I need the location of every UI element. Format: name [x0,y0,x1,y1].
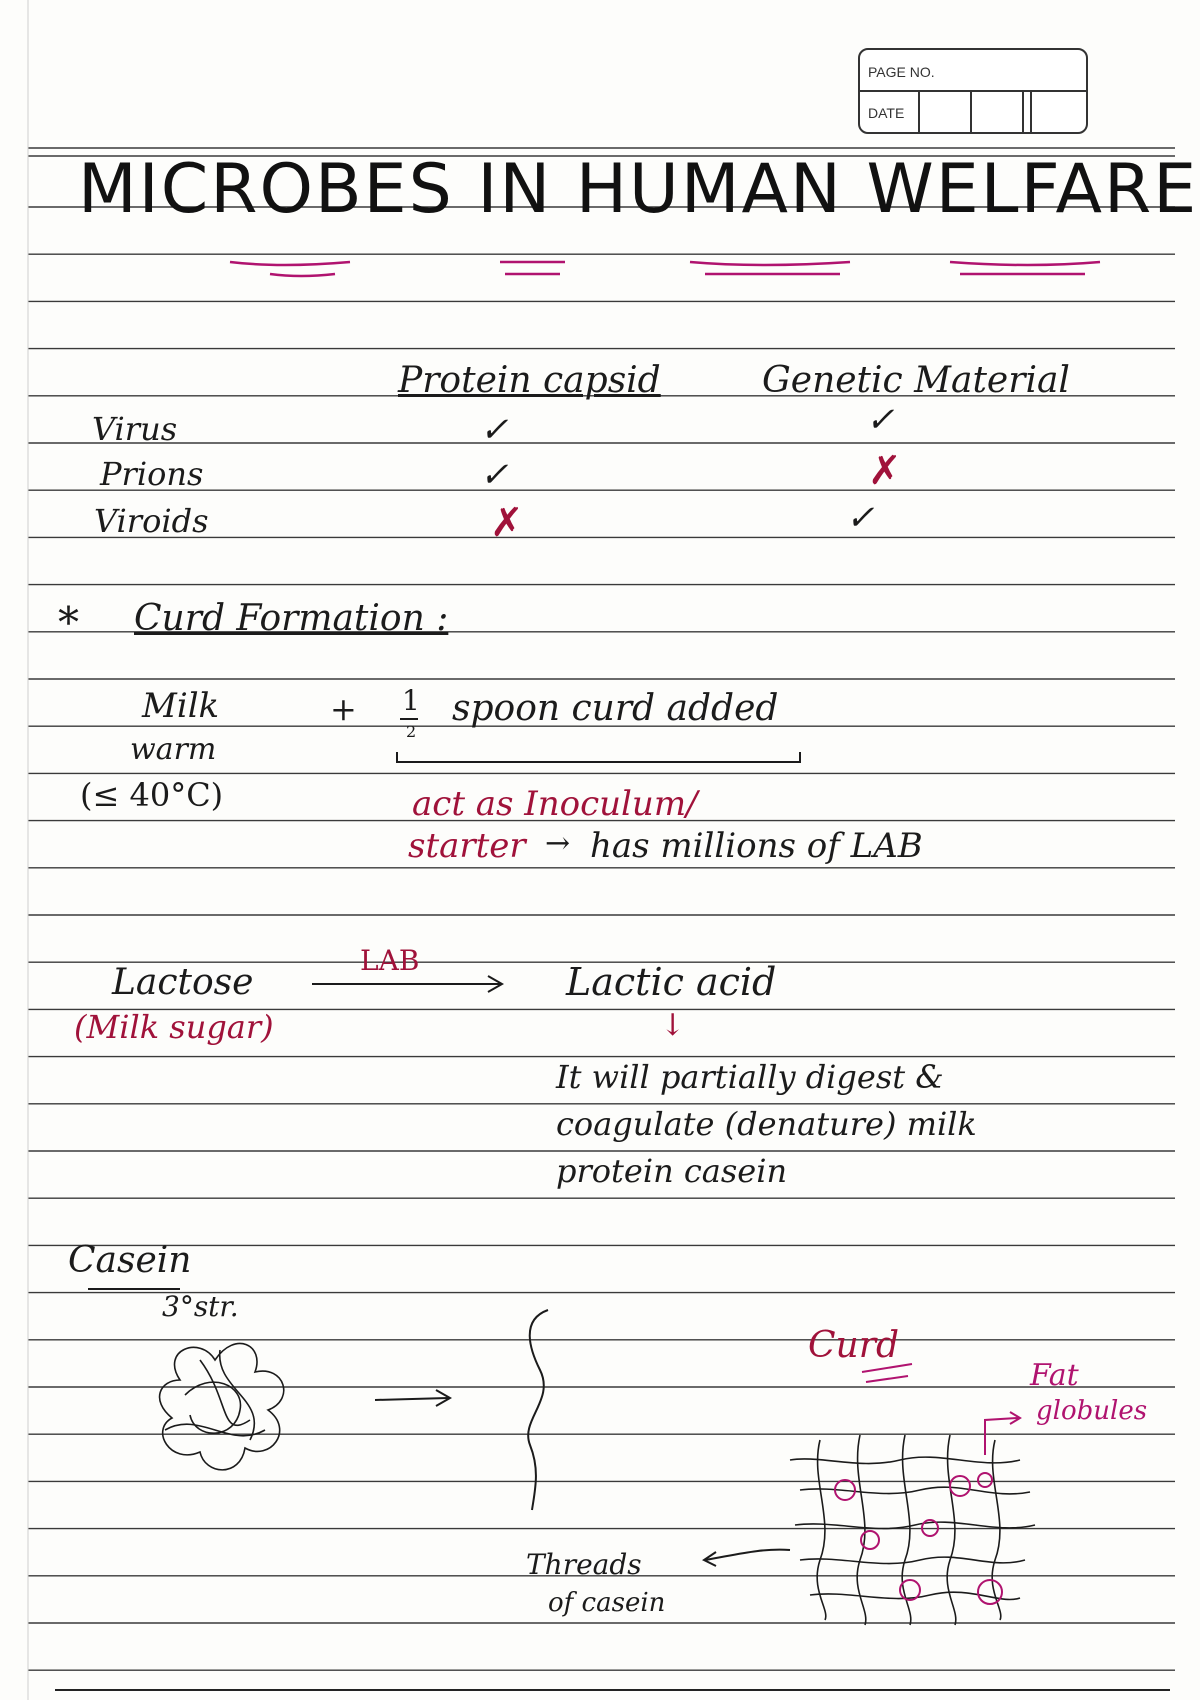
plus-sign: + [330,690,357,728]
tertiary-structure-label: 3°str. [162,1290,239,1323]
row-virus-label: Virus [92,410,178,448]
starter-text: starter [408,826,526,866]
page-no-label: PAGE NO. [868,64,935,80]
fraction-numerator: 1 [402,684,420,717]
milk-label: Milk [142,686,220,726]
threads-arrow-icon [704,1550,790,1566]
fat-label: Fat [1030,1358,1079,1393]
virus-protein-check-icon: ✓ [480,410,509,450]
of-casein-label: of casein [548,1588,666,1618]
lactic-acid-label: Lactic acid [566,960,777,1004]
digest-line-1: It will partially digest & [556,1058,944,1096]
curd-label: Curd [808,1325,899,1366]
starter-arrow-icon: → [545,826,571,861]
spoon-curd-text: spoon curd added [452,688,779,729]
threads-label: Threads [526,1548,642,1581]
prions-genetic-cross-icon: ✗ [868,448,902,494]
lab-millions-text: has millions of LAB [590,826,923,866]
globules-label: globules [1036,1396,1148,1426]
page-title: MICROBES IN HUMAN WELFARE [78,150,1199,229]
curd-mesh-icon [790,1435,1035,1625]
row-viroids-label: Viroids [94,502,209,540]
milk-sugar-label: (Milk sugar) [74,1008,274,1046]
date-label: DATE [868,105,905,121]
lactose-label: Lactose [112,962,254,1003]
curd-formation-heading: Curd Formation : [134,598,449,639]
virus-genetic-check-icon: ✓ [866,400,895,440]
viroids-protein-cross-icon: ✗ [490,500,524,546]
casein-label: Casein [68,1240,192,1281]
inoculum-text: act as Inoculum/ [412,784,698,824]
digest-line-2: coagulate (denature) milk [556,1105,977,1143]
row-prions-label: Prions [100,455,204,493]
temperature-label: (≤ 40°C) [80,776,224,814]
denature-arrow-icon [375,1390,450,1406]
linear-casein-thread [528,1310,548,1510]
tangled-casein-icon [160,1343,284,1469]
warm-label: warm [130,732,217,767]
digest-line-3: protein casein [556,1152,788,1190]
col-genetic-material: Genetic Material [762,360,1070,401]
prions-protein-check-icon: ✓ [480,455,509,495]
asterisk-bullet-icon: * [58,598,79,647]
lab-enzyme-label: LAB [360,944,420,977]
viroids-genetic-check-icon: ✓ [846,498,875,538]
fraction-denominator: 2 [406,722,417,741]
col-protein-capsid: Protein capsid [398,360,661,401]
fat-arrow-icon [985,1418,1018,1455]
down-arrow-icon: ↓ [660,1008,686,1043]
